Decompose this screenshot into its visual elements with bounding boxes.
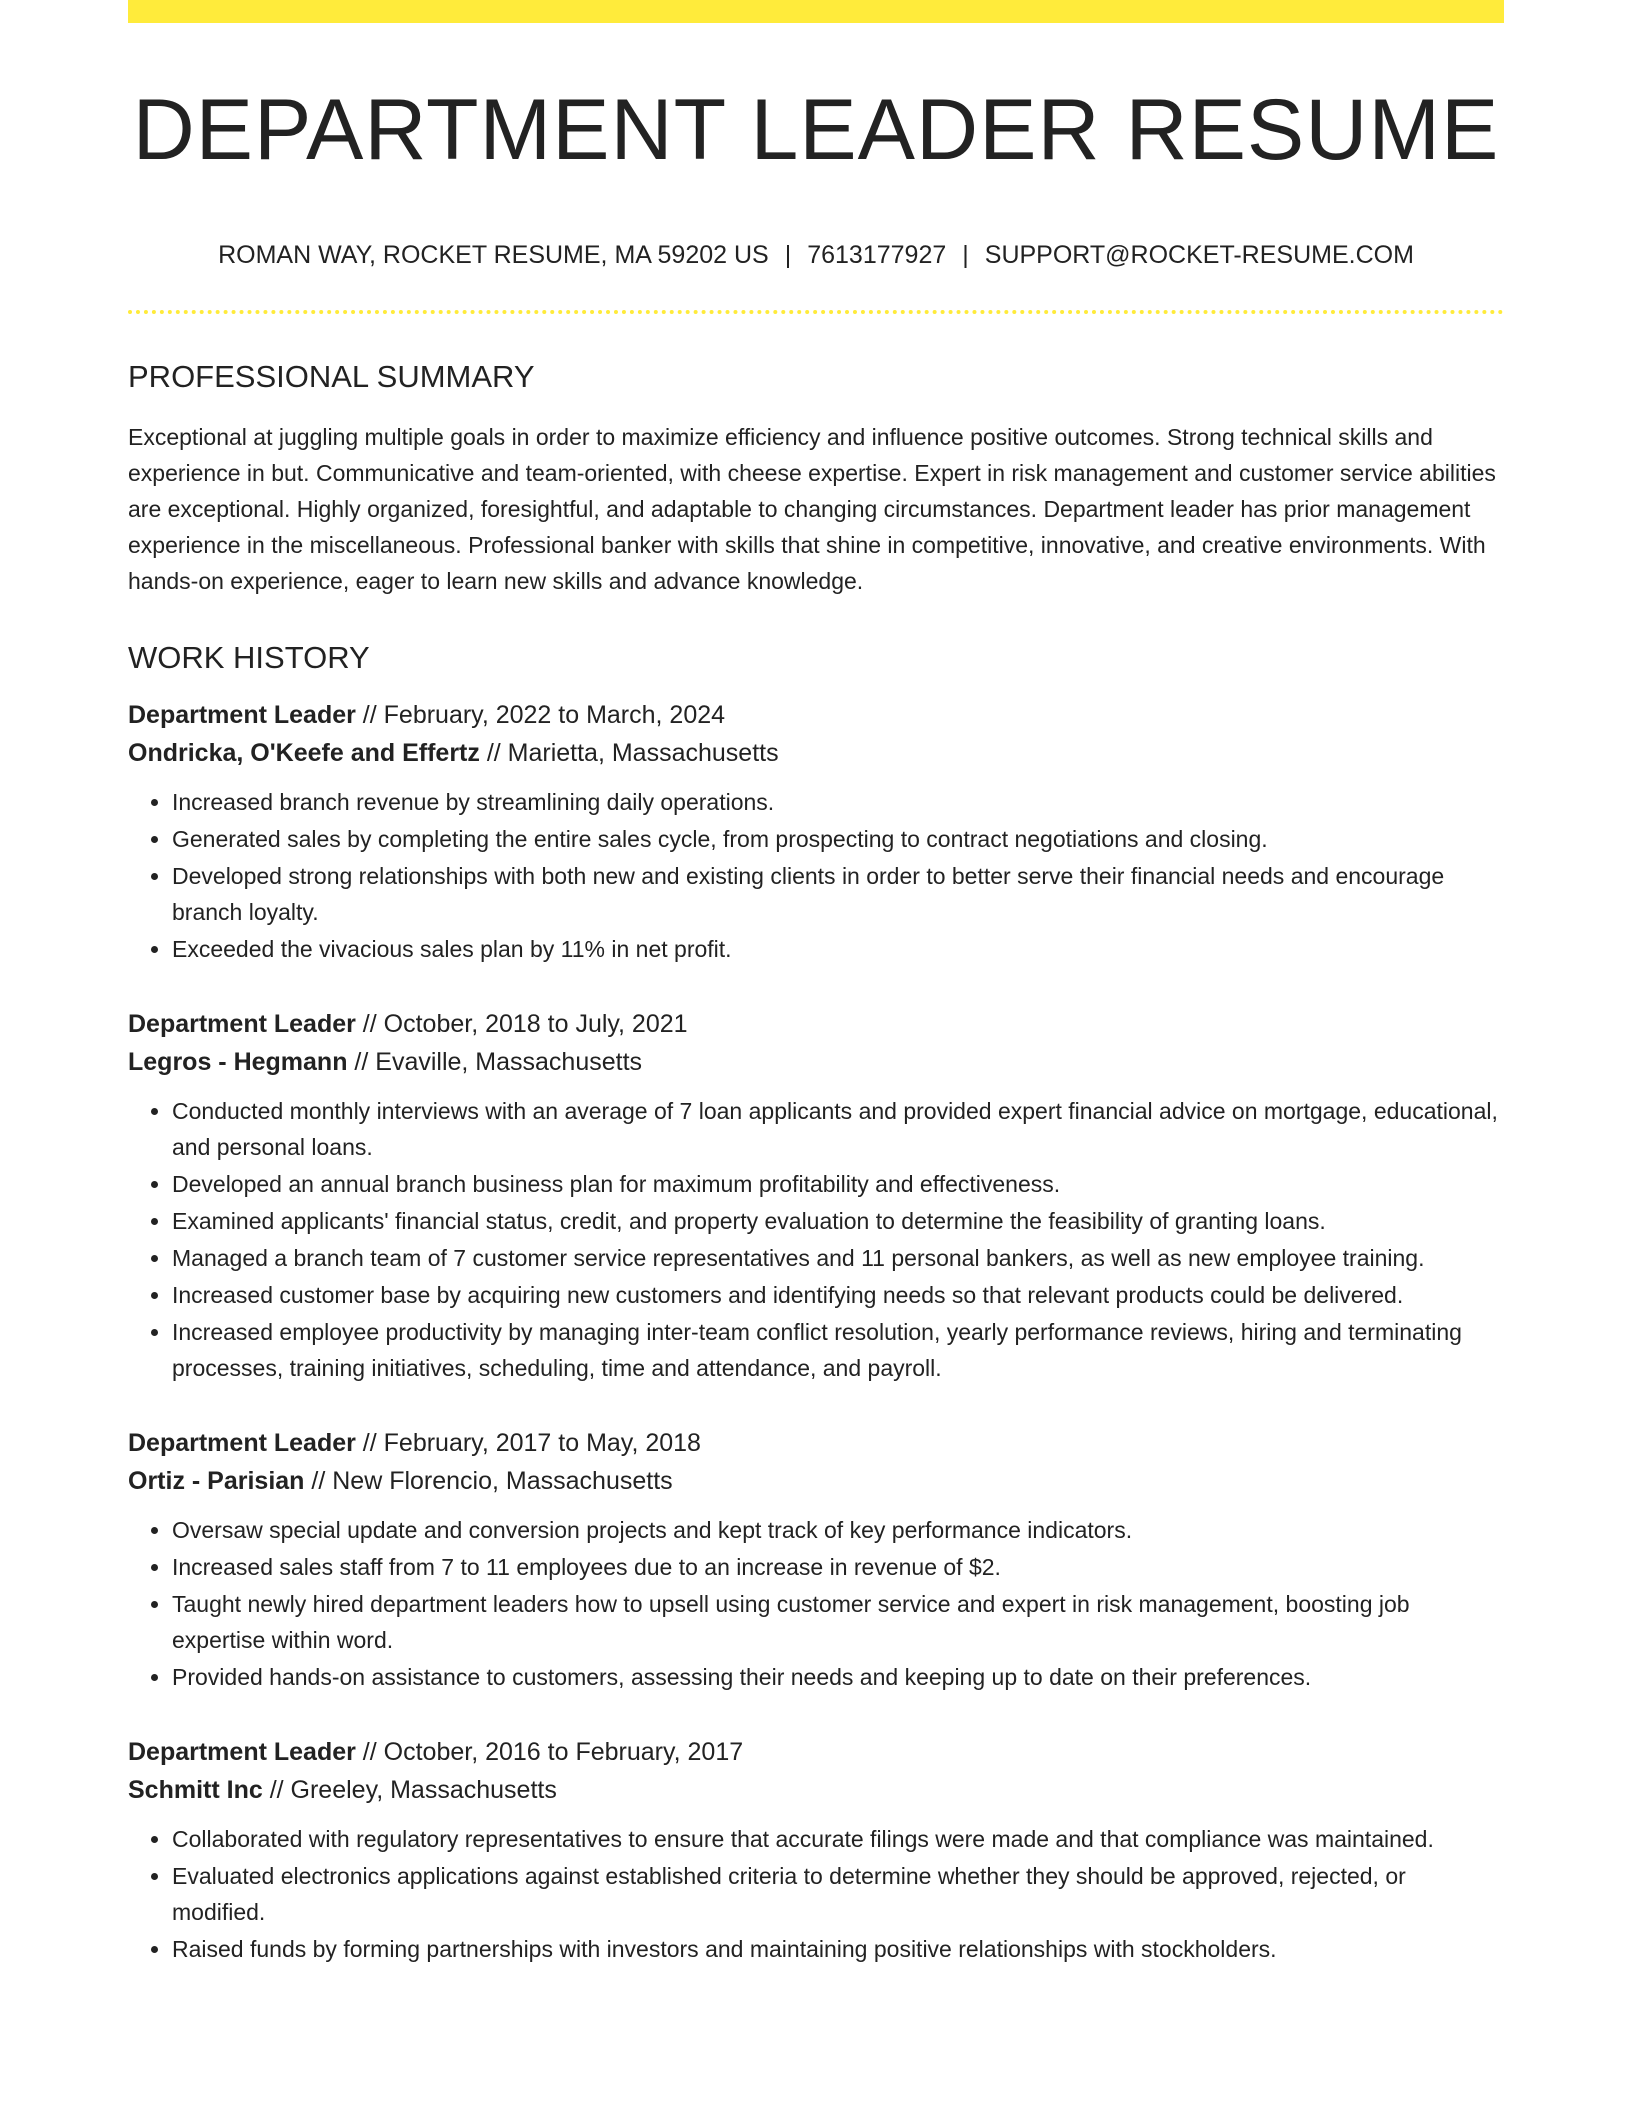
contact-separator: | [784,240,792,269]
job-company-line [128,1462,1504,1500]
job-title: Department Leader [128,1428,356,1457]
job-bullets [128,1821,1504,1967]
contact-line [128,240,1504,270]
summary-text: Exceptional at juggling multiple goals in order to maximize efficiency and influence positive outcomes. Strong technical skills and experience in but. Communicative and team-oriented, with cheese expertise. Expert in risk management and customer service abilities are exceptional. Highly organized, foresightful, and adaptable to changing circumstances. Department leader has prior management experience in the miscellaneous. Professional banker with skills that shine in competitive, innovative, and creative environments. With hands-on experience, eager to learn new skills and advance knowledge. [128,423,1496,594]
job-dates: // February, 2017 to May, 2018 [355,1428,701,1457]
job-location: // Evaville, Massachusetts [347,1047,643,1076]
job-list [128,696,1504,1967]
job-title: Department Leader [128,1737,356,1766]
summary-heading: PROFESSIONAL SUMMARY [128,358,535,394]
job-bullet: • Generated sales by completing the entire sales cycle, from prospecting to contract negotiations and closing. [172,821,1504,857]
page-title: DEPARTMENT LEADER RESUME [132,82,1500,178]
job-bullet: • Oversaw special update and conversion projects and kept track of key performance indicators. [172,1512,1504,1548]
job-company-line [128,1043,1504,1081]
job-bullet: • Evaluated electronics applications against established criteria to determine whether they should be approved, rejected, or modified. [172,1858,1504,1930]
job-bullet: • Raised funds by forming partnerships with investors and maintaining positive relationships with stockholders. [172,1931,1504,1967]
job-bullet: • Conducted monthly interviews with an average of 7 loan applicants and provided expert financial advice on mortgage, educational, and personal loans. [172,1093,1504,1165]
job-company-line [128,734,1504,772]
job-dates: // October, 2018 to July, 2021 [355,1009,688,1038]
contact-email: SUPPORT@ROCKET-RESUME.COM [984,240,1414,269]
job-bullet: • Developed an annual branch business plan for maximum profitability and effectiveness. [172,1166,1504,1202]
resume-page [128,0,1504,1968]
contact-address: ROMAN WAY, ROCKET RESUME, MA 59202 US [218,240,769,269]
job-bullet: • Provided hands-on assistance to customers, assessing their needs and keeping up to date on their preferences. [172,1659,1504,1695]
job-company: Legros - Hegmann [128,1047,348,1076]
job-title-line [128,1424,1504,1462]
job-title-line [128,1005,1504,1043]
job-location: // New Florencio, Massachusetts [304,1466,673,1495]
job-bullets [128,1093,1504,1386]
job-title: Department Leader [128,1009,356,1038]
job-company: Schmitt Inc [128,1775,263,1804]
job-dates: // October, 2016 to February, 2017 [355,1737,744,1766]
job-bullet: • Managed a branch team of 7 customer service representatives and 11 personal bankers, as well as new employee training. [172,1240,1504,1276]
contact-phone: 7613177927 [807,240,947,269]
job-company-line [128,1771,1504,1809]
job-bullet: • Exceeded the vivacious sales plan by 11% in net profit. [172,931,1504,967]
job-bullet: • Increased customer base by acquiring new customers and identifying needs so that relevant products could be delivered. [172,1277,1504,1313]
job-dates: // February, 2022 to March, 2024 [355,700,726,729]
job-bullet: • Increased sales staff from 7 to 11 employees due to an increase in revenue of $2. [172,1549,1504,1585]
work-history-heading: WORK HISTORY [128,639,370,675]
job-bullet: • Examined applicants' financial status, credit, and property evaluation to determine the feasibility of granting loans. [172,1203,1504,1239]
job-bullet: • Increased employee productivity by managing inter-team conflict resolution, yearly performance reviews, hiring and terminating processes, training initiatives, scheduling, time and attendance, and payroll. [172,1314,1504,1386]
job-company: Ortiz - Parisian [128,1466,305,1495]
job-entry [128,1424,1504,1695]
job-entry [128,1733,1504,1967]
job-bullet: • Increased branch revenue by streamlining daily operations. [172,784,1504,820]
job-bullets [128,1512,1504,1695]
job-location: // Marietta, Massachusetts [479,738,779,767]
job-bullets [128,784,1504,967]
job-company: Ondricka, O'Keefe and Effertz [128,738,480,767]
job-entry [128,1005,1504,1386]
job-bullet: • Collaborated with regulatory representatives to ensure that accurate filings were made and that compliance was maintained. [172,1821,1504,1857]
dotted-divider [128,310,1504,314]
job-title-line [128,1733,1504,1771]
job-entry [128,696,1504,967]
job-bullet: • Developed strong relationships with both new and existing clients in order to better serve their financial needs and encourage branch loyalty. [172,858,1504,930]
job-title: Department Leader [128,700,356,729]
top-accent-bar [128,0,1504,23]
job-location: // Greeley, Massachusetts [262,1775,557,1804]
contact-separator: | [962,240,969,269]
job-bullet: • Taught newly hired department leaders how to upsell using customer service and expert in risk management, boosting job expertise within word. [172,1586,1504,1658]
job-title-line [128,696,1504,734]
